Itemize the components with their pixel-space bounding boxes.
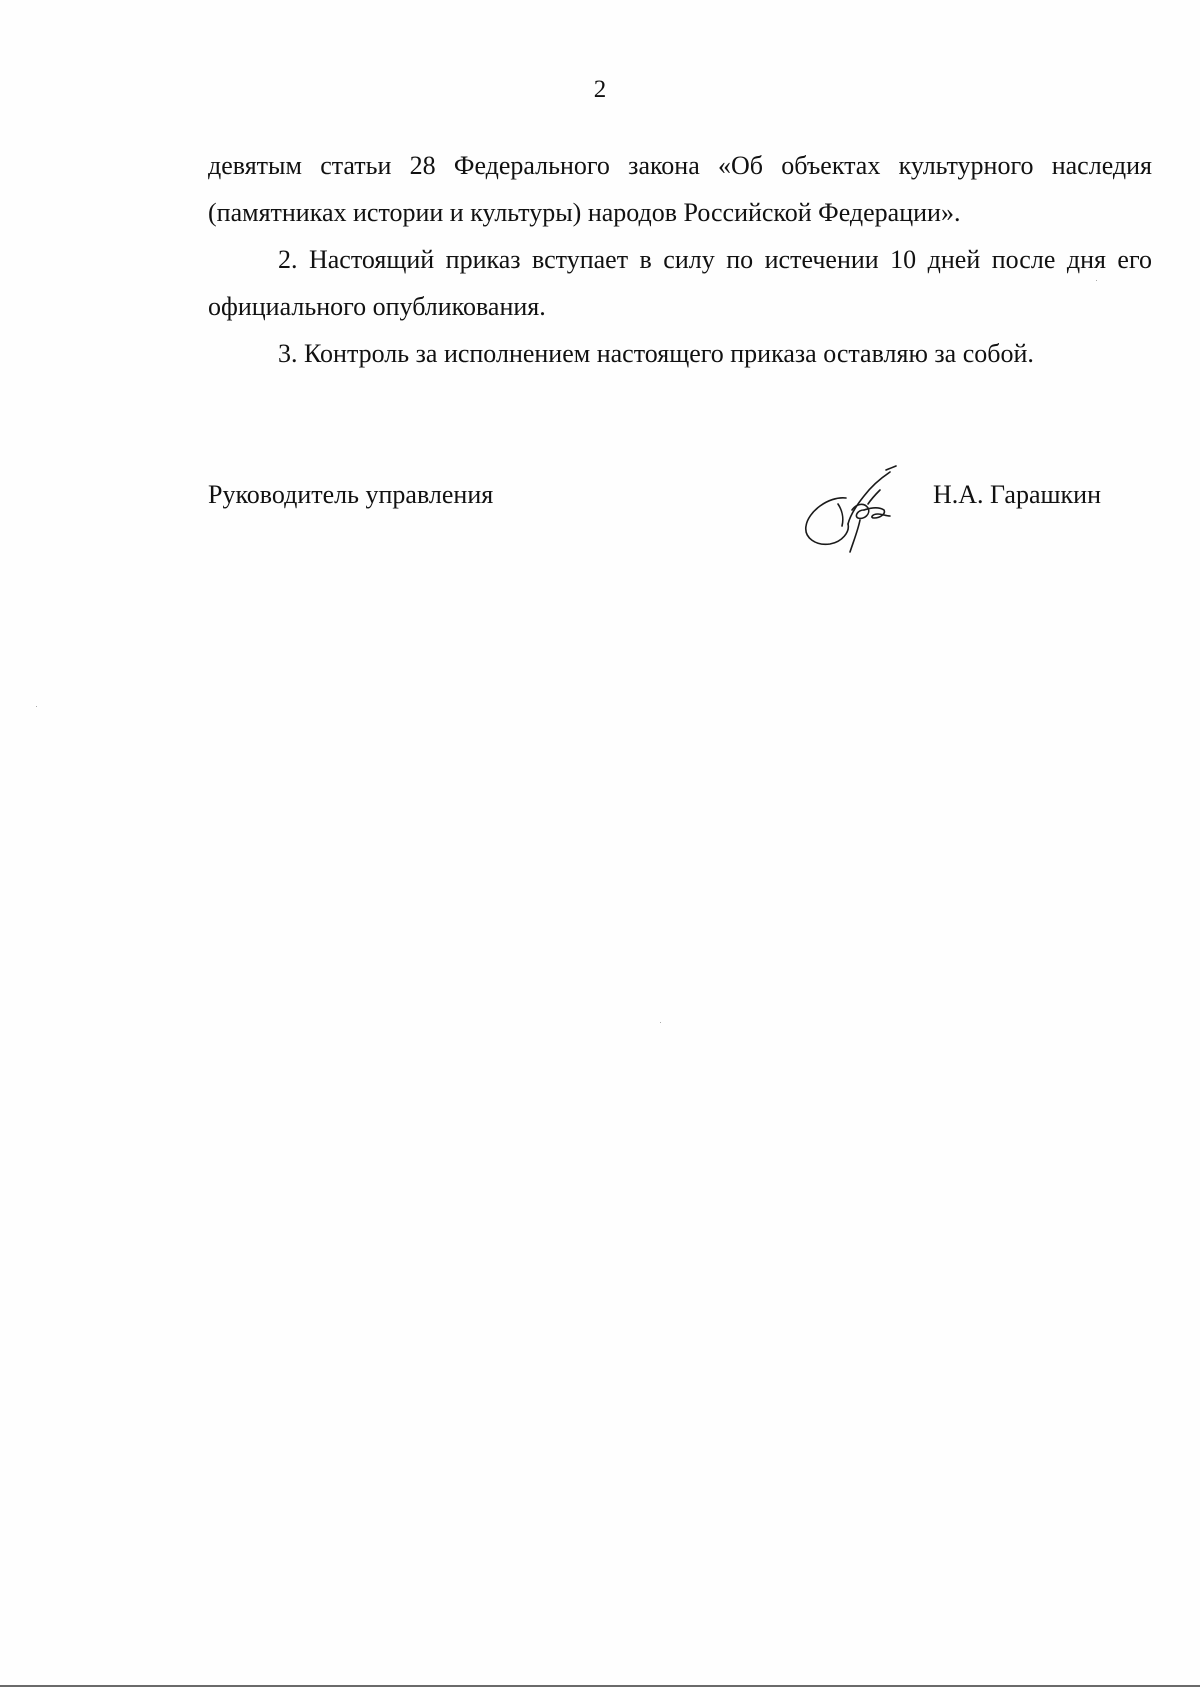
scan-speck <box>36 706 37 707</box>
scan-speck <box>1096 280 1097 281</box>
paragraph-continuation: девятым статьи 28 Федерального закона «Об объектах культурного наследия (памятниках истории и культуры) народов Российской Федерации». <box>208 151 1152 227</box>
signer-title: Руководитель управления <box>208 480 494 509</box>
signer-name: Н.А. Гарашкин <box>933 480 1101 509</box>
bottom-edge-line <box>0 1685 1200 1687</box>
paragraph-item-3: 3. Контроль за исполнением настоящего приказа оставляю за собой. <box>278 339 1034 368</box>
page-number: 2 <box>593 76 607 103</box>
paragraph-item-2: 2. Настоящий приказ вступает в силу по истечении 10 дней после дня его официального опубликования. <box>208 245 1152 321</box>
signature-block <box>208 475 1152 565</box>
scan-speck <box>660 1022 661 1023</box>
handwritten-signature <box>798 460 908 555</box>
document-body <box>208 142 1152 377</box>
